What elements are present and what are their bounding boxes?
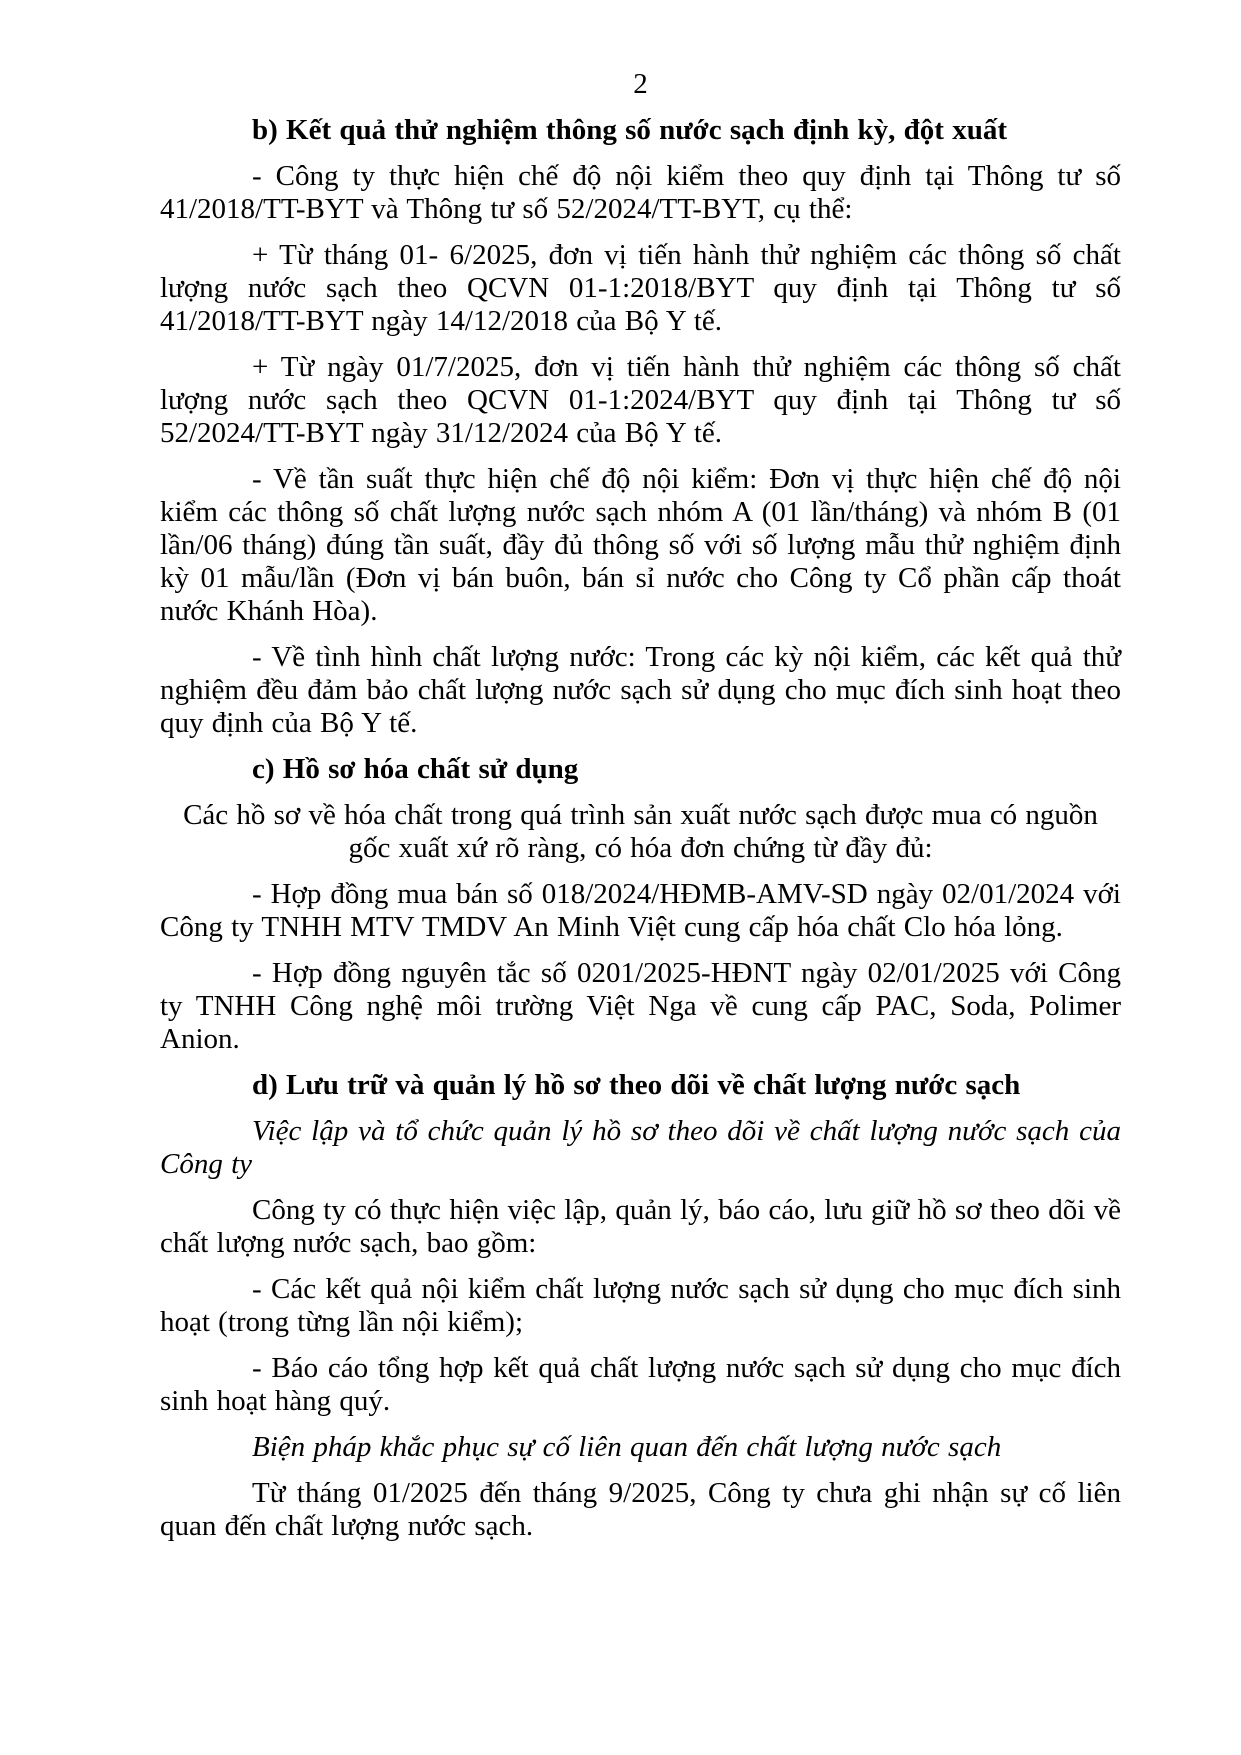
paragraph-contract-chlorine: - Hợp đồng mua bán số 018/2024/HĐMB-AMV-SD ngày 02/01/2024 với Công ty TNHH MTV TMDV An Minh Việt cung cấp hóa chất Clo hóa lỏng. [160, 878, 1121, 943]
paragraph-internal-control-results: - Các kết quả nội kiểm chất lượng nước sạch sử dụng cho mục đích sinh hoạt (trong từng lần nội kiểm); [160, 1273, 1121, 1338]
paragraph-internal-control-regulations: - Công ty thực hiện chế độ nội kiểm theo quy định tại Thông tư số 41/2018/TT-BYT và Thông tư số 52/2024/TT-BYT, cụ thể: [160, 160, 1121, 225]
paragraph-no-incidents: Từ tháng 01/2025 đến tháng 9/2025, Công ty chưa ghi nhận sự cố liên quan đến chất lượng nước sạch. [160, 1477, 1121, 1542]
page-number: 2 [633, 68, 648, 100]
paragraph-water-quality-status: - Về tình hình chất lượng nước: Trong các kỳ nội kiểm, các kết quả thử nghiệm đều đảm bảo chất lượng nước sạch sử dụng cho mục đích sinh hoạt theo quy định của Bộ Y tế. [160, 641, 1121, 739]
paragraph-testing-from-jul-2025: + Từ ngày 01/7/2025, đơn vị tiến hành thử nghiệm các thông số chất lượng nước sạch theo QCVN 01-1:2024/BYT quy định tại Thông tư số 52/2024/TT-BYT ngày 31/12/2024 của Bộ Y tế. [160, 351, 1121, 449]
paragraph-testing-jan-jun-2025: + Từ tháng 01- 6/2025, đơn vị tiến hành thử nghiệm các thông số chất lượng nước sạch theo QCVN 01-1:2018/BYT quy định tại Thông tư số 41/2018/TT-BYT ngày 14/12/2018 của Bộ Y tế. [160, 239, 1121, 337]
paragraph-contract-pac-soda: - Hợp đồng nguyên tắc số 0201/2025-HĐNT ngày 02/01/2025 với Công ty TNHH Công nghệ môi trường Việt Nga về cung cấp PAC, Soda, Polimer Anion. [160, 957, 1121, 1055]
section-heading-c: c) Hồ sơ hóa chất sử dụng [252, 753, 579, 785]
section-heading-b: b) Kết quả thử nghiệm thông số nước sạch định kỳ, đột xuất [252, 114, 1007, 146]
paragraph-record-management-intro: Việc lập và tổ chức quản lý hồ sơ theo dõi về chất lượng nước sạch của Công ty [160, 1115, 1121, 1180]
section-heading-d: d) Lưu trữ và quản lý hồ sơ theo dõi về chất lượng nước sạch [252, 1069, 1021, 1101]
paragraph-quarterly-report: - Báo cáo tổng hợp kết quả chất lượng nước sạch sử dụng cho mục đích sinh hoạt hàng quý. [160, 1352, 1121, 1417]
paragraph-record-keeping: Công ty có thực hiện việc lập, quản lý, báo cáo, lưu giữ hồ sơ theo dõi về chất lượng nước sạch, bao gồm: [160, 1194, 1121, 1259]
paragraph-chemical-records-origin: Các hồ sơ về hóa chất trong quá trình sản xuất nước sạch được mua có nguồn gốc xuất xứ rõ ràng, có hóa đơn chứng từ đầy đủ: [183, 799, 1098, 864]
document-page [160, 68, 1121, 1543]
paragraph-incident-remediation-heading: Biện pháp khắc phục sự cố liên quan đến chất lượng nước sạch [252, 1431, 1002, 1463]
paragraph-testing-frequency: - Về tần suất thực hiện chế độ nội kiểm: Đơn vị thực hiện chế độ nội kiểm các thông số chất lượng nước sạch nhóm A (01 lần/tháng) và nhóm B (01 lần/06 tháng) đúng tần suất, đầy đủ thông số với số lượng mẫu thử nghiệm định kỳ 01 mẫu/lần (Đơn vị bán buôn, bán sỉ nước cho Công ty Cổ phần cấp thoát nước Khánh Hòa). [160, 463, 1121, 627]
